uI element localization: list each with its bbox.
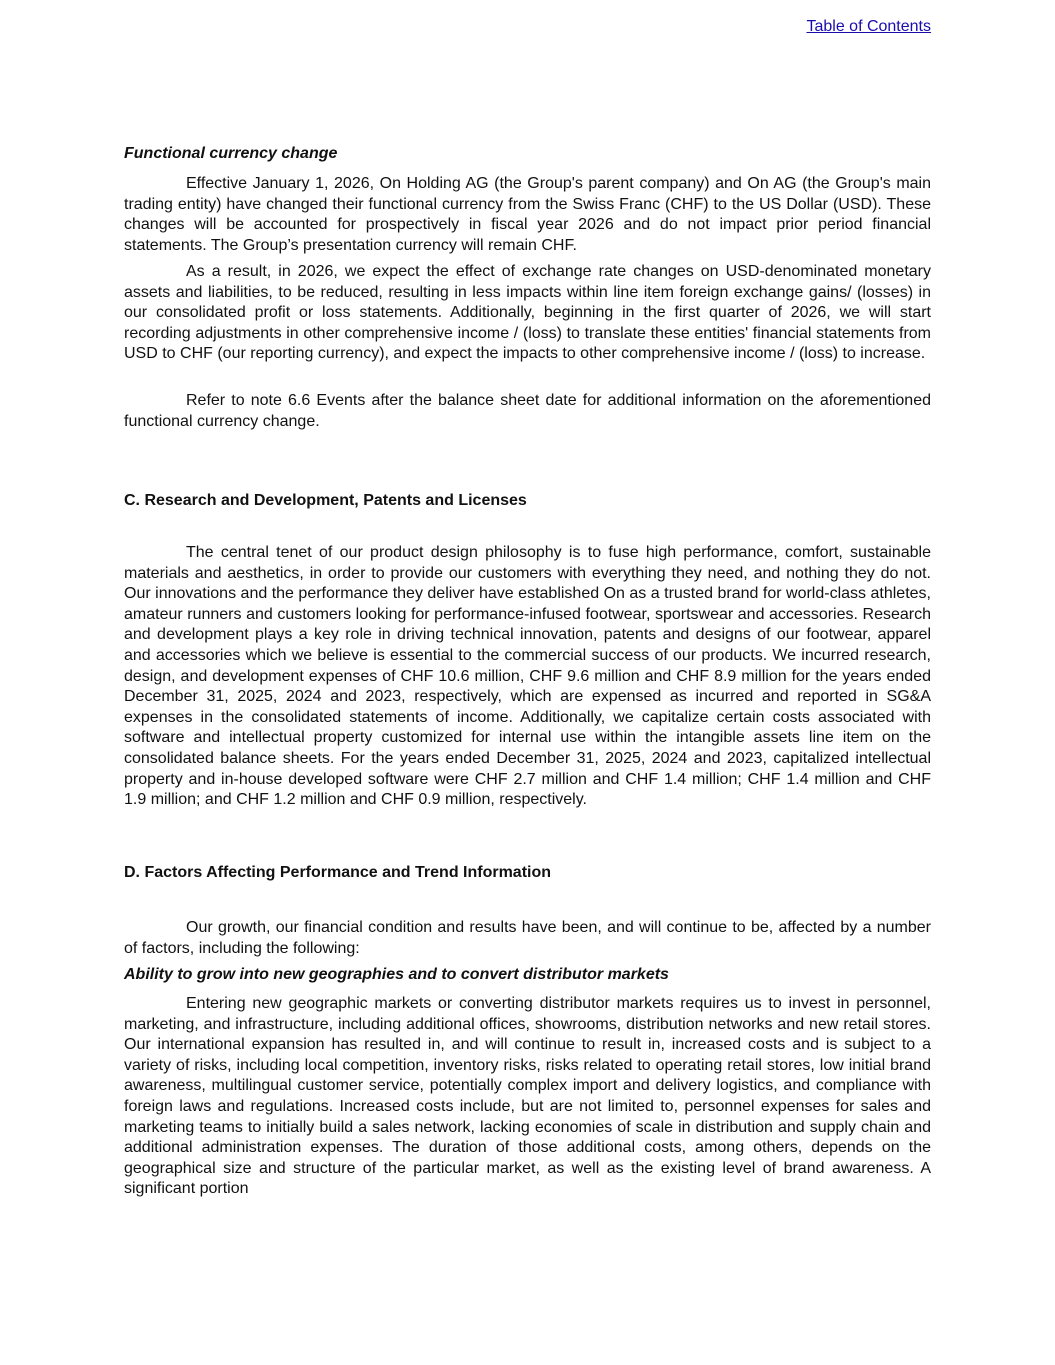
paragraph: As a result, in 2026, we expect the effect of exchange rate changes on USD-denominated monetary assets and liabilities, to be reduced, resulting in less impacts within line item foreign exchange gains/ (losses) in our consolidated profit or loss statements. Additionally, beginning in the first quarter of 2026, we will start recording adjustments in other comprehensive income / (loss) to translate these entities' financial statements from USD to CHF (our reporting currency), and expect the impacts to other comprehensive income / (loss) to increase. xyxy=(124,263,931,363)
functional-currency-heading: Functional currency change xyxy=(124,145,338,162)
section-c-heading: C. Research and Development, Patents and Licenses xyxy=(124,492,527,509)
geographies-subheading: Ability to grow into new geographies and to convert distributor markets xyxy=(124,966,669,983)
paragraph: The central tenet of our product design philosophy is to fuse high performance, comfort, sustainable materials and aesthetics, in order to provide our customers with everything they need, and nothing they do not. Our innovations and the performance they deliver have established On as a trusted brand for world-class athletes, amateur runners and customers looking for performance-infused footwear, sportswear and accessories. Research and development plays a key role in driving technical innovation, patents and designs of our footwear, apparel and accessories which we believe is essential to the commercial success of our products. We incurred research, design, and development expenses of CHF 10.6 million, CHF 9.6 million and CHF 8.9 million for the years ended December 31, 2025, 2024 and 2023, respectively, which are expensed as incurred and reported in SG&A expenses in the consolidated statements of income. Additionally, we capitalize certain costs associated with software and intellectual property customized for internal use within the intangible assets line item on the consolidated balance sheets. For the years ended December 31, 2025, 2024 and 2023, capitalized intellectual property and in-house developed software were CHF 2.7 million and CHF 1.4 million; CHF 1.4 million and CHF 1.9 million; and CHF 1.2 million and CHF 0.9 million, respectively. xyxy=(124,544,931,809)
paragraph: Effective January 1, 2026, On Holding AG (the Group's parent company) and On AG (the Group's main trading entity) have changed their functional currency from the Swiss Franc (CHF) to the US Dollar (USD). These changes will be accounted for prospectively in fiscal year 2026 and do not impact prior period financial statements. The Group’s presentation currency will remain CHF. xyxy=(124,175,931,254)
paragraph: Refer to note 6.6 Events after the balance sheet date for additional information on the aforementioned functional currency change. xyxy=(124,392,931,430)
table-of-contents-link[interactable]: Table of Contents xyxy=(806,18,931,35)
paragraph: Entering new geographic markets or converting distributor markets requires us to invest in personnel, marketing, and infrastructure, including additional offices, showrooms, distribution networks and new retail stores. Our international expansion has resulted in, and will continue to result in, increased costs and is subject to a variety of risks, including local competition, inventory risks, risks related to operating retail stores, low initial brand awareness, multilingual customer service, potentially complex import and delivery logistics, and compliance with foreign laws and regulations. Increased costs include, but are not limited to, personnel expenses for sales and marketing teams to initially build a sales network, lacking economies of scale in distribution and supply chain and additional administration expenses. The duration of those additional costs, among others, depends on the geographical size and structure of the particular market, as well as the existing level of brand awareness. A significant portion xyxy=(124,995,931,1198)
paragraph: Our growth, our financial condition and results have been, and will continue to be, affected by a number of factors, including the following: xyxy=(124,919,931,957)
section-d-heading: D. Factors Affecting Performance and Trend Information xyxy=(124,864,552,881)
